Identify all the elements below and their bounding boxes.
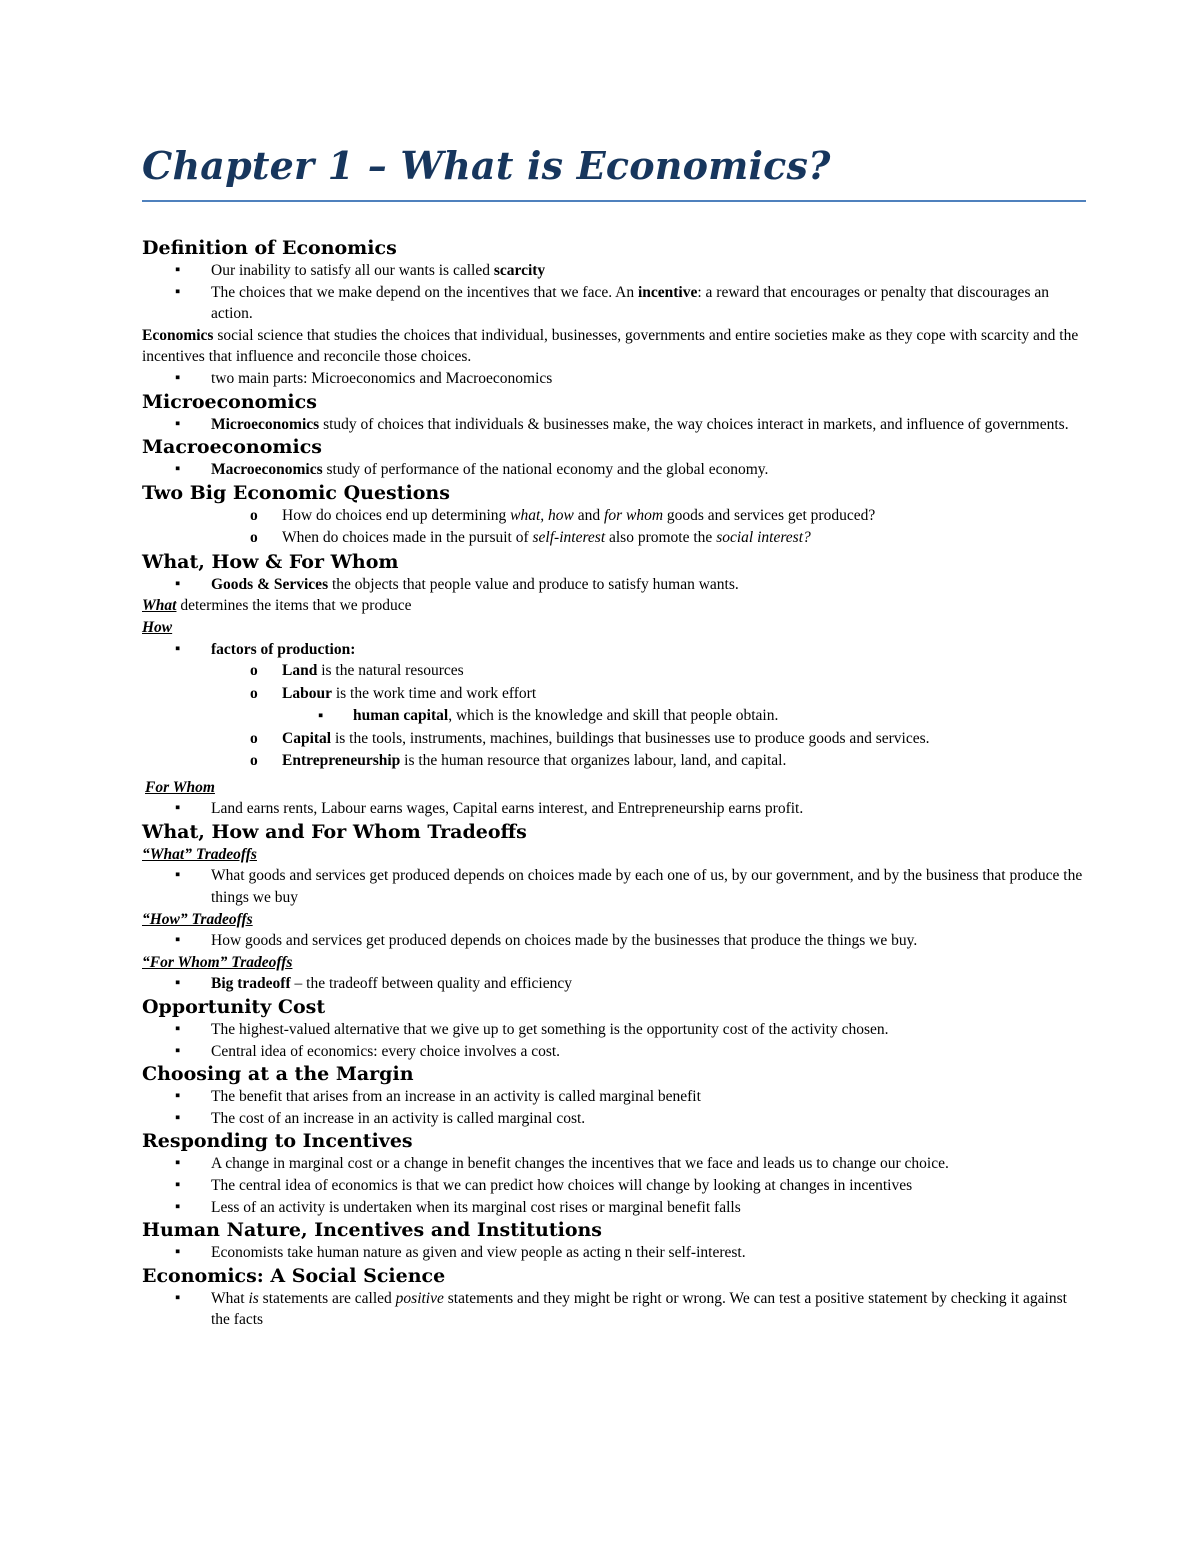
- economics-definition: Economics social science that studies the choices that individual, businesses, governments and entire societies make as they cope with scarcity and the incentives that influence and reconcile those choices.: [142, 326, 1079, 366]
- list-item: ▪ What goods and services get produced depends on choices made by each one of us, by our government, and by the business that produce the things we buy: [142, 865, 1086, 908]
- list-definition: [142, 260, 1086, 325]
- list-item: ▪ A change in marginal cost or a change in benefit changes the incentives that we face and leads us to change our choice.: [142, 1153, 1086, 1175]
- heading-social-science: Economics: A Social Science: [142, 1264, 446, 1287]
- list-item: ▪ Economists take human nature as given and view people as acting n their self-interest.: [142, 1242, 1086, 1264]
- list-item: ▪ Our inability to satisfy all our wants is called scarcity: [142, 260, 1086, 282]
- list-how-tradeoffs: [142, 930, 1086, 952]
- list-for-whom: [142, 798, 1086, 820]
- list-item: ▪ Goods & Services the objects that people value and produce to satisfy human wants.: [142, 574, 1086, 596]
- heading-human-nature: Human Nature, Incentives and Institutions: [142, 1219, 602, 1242]
- list-item: o When do choices made in the pursuit of self-interest also promote the social interest?: [142, 527, 1086, 550]
- heading-definition: Definition of Economics: [142, 237, 397, 259]
- list-opportunity-cost: [142, 1019, 1086, 1062]
- how-tradeoffs-label: “How” Tradeoffs: [142, 910, 253, 928]
- how-label: How: [142, 618, 173, 636]
- for-whom-tradeoffs-label: “For Whom” Tradeoffs: [142, 953, 293, 971]
- list-item: ▪ Big tradeoff – the tradeoff between quality and efficiency: [142, 973, 1086, 995]
- page-title: Chapter 1 – What is Economics?: [142, 140, 1086, 202]
- list-item: ▪ human capital, which is the knowledge and skill that people obtain.: [142, 705, 1086, 728]
- list-what-tradeoffs: [142, 865, 1086, 908]
- list-human-nature: [142, 1242, 1086, 1264]
- list-item: ▪ Microeconomics study of choices that individuals & businesses make, the way choices interact in markets, and influence of governments.: [142, 414, 1086, 436]
- list-item: ▪ Macroeconomics study of performance of the national economy and the global economy.: [142, 459, 1086, 481]
- list-incentives: [142, 1153, 1086, 1218]
- list-item: o How do choices end up determining what, how and for whom goods and services get produced?: [142, 505, 1086, 528]
- list-for-whom-tradeoffs: [142, 973, 1086, 995]
- list-item: ▪ two main parts: Microeconomics and Macroeconomics: [142, 368, 1086, 390]
- for-whom-label: For Whom: [145, 778, 215, 796]
- list-item: ▪ The central idea of economics is that we can predict how choices will change by looking at changes in incentives: [142, 1175, 1086, 1197]
- list-item: ▪ factors of production:: [142, 639, 1086, 661]
- heading-incentives: Responding to Incentives: [142, 1130, 413, 1153]
- list-item: ▪ The highest-valued alternative that we give up to get something is the opportunity cost of the activity chosen.: [142, 1019, 1086, 1041]
- list-item: o Labour is the work time and work effort: [142, 683, 1086, 706]
- list-item: ▪ How goods and services get produced depends on choices made by the businesses that produce the things we buy.: [142, 930, 1086, 952]
- list-item: o Land is the natural resources: [142, 660, 1086, 683]
- list-item: ▪ Less of an activity is undertaken when its marginal cost rises or marginal benefit falls: [142, 1197, 1086, 1219]
- list-factors: [142, 639, 1086, 773]
- list-item: ▪ The choices that we make depend on the incentives that we face. An incentive: a reward that encourages or penalty that discourages an action.: [142, 282, 1086, 325]
- heading-macroeconomics: Macroeconomics: [142, 436, 322, 459]
- heading-opportunity-cost: Opportunity Cost: [142, 995, 326, 1018]
- list-margin: [142, 1086, 1086, 1129]
- list-item: ▪ Land earns rents, Labour earns wages, Capital earns interest, and Entrepreneurship earns profit.: [142, 798, 1086, 820]
- heading-margin: Choosing at a the Margin: [142, 1063, 414, 1086]
- what-tradeoffs-label: “What” Tradeoffs: [142, 845, 257, 863]
- list-item: ▪ Central idea of economics: every choice involves a cost.: [142, 1041, 1086, 1063]
- heading-tradeoffs: What, How and For Whom Tradeoffs: [142, 820, 527, 843]
- heading-two-big-questions: Two Big Economic Questions: [142, 481, 450, 504]
- document-page: [142, 140, 1086, 1331]
- list-item: ▪ What is statements are called positive statements and they might be right or wrong. We can test a positive statement by checking it against the facts: [142, 1288, 1086, 1331]
- list-item: ▪ The benefit that arises from an increase in an activity is called marginal benefit: [142, 1086, 1086, 1108]
- list-macro: [142, 459, 1086, 481]
- list-item: o Entrepreneurship is the human resource that organizes labour, land, and capital.: [142, 750, 1086, 773]
- list-item: o Capital is the tools, instruments, machines, buildings that businesses use to produce goods and services.: [142, 728, 1086, 751]
- list-questions: [142, 505, 1086, 550]
- list-goods: [142, 574, 1086, 596]
- list-item: ▪ The cost of an increase in an activity is called marginal cost.: [142, 1108, 1086, 1130]
- list-micro: [142, 414, 1086, 436]
- list-parts: [142, 368, 1086, 390]
- heading-what-how-for-whom: What, How & For Whom: [142, 550, 399, 573]
- list-social-science: [142, 1288, 1086, 1331]
- heading-microeconomics: Microeconomics: [142, 390, 317, 413]
- what-line: What determines the items that we produce: [142, 597, 412, 615]
